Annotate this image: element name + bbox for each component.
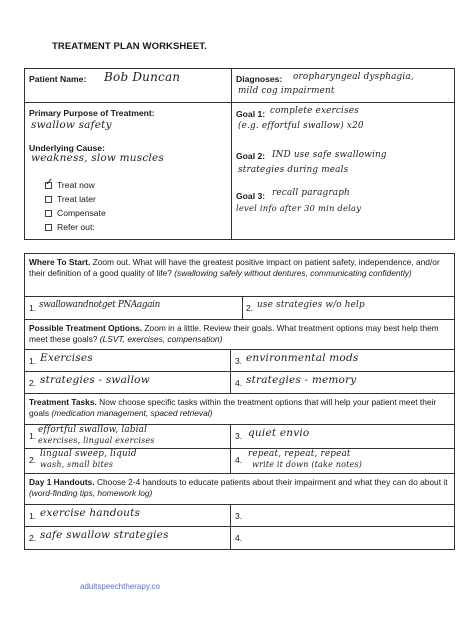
top-box-divider bbox=[231, 68, 232, 240]
option-cell-1: Exercises bbox=[40, 352, 93, 364]
possible-options-text bbox=[29, 323, 449, 345]
where-answer-2-num: 2. bbox=[246, 303, 254, 313]
option-cell-4: strategies - memory bbox=[246, 374, 357, 386]
col-line bbox=[230, 504, 231, 550]
task-cell-1-line-1: effortful swallow, labial bbox=[38, 425, 148, 435]
tasks-example: (medication management, spaced retrieval) bbox=[51, 407, 213, 418]
row-line bbox=[24, 526, 455, 527]
checkmark-icon: ✓ bbox=[45, 177, 54, 188]
possible-options-example: (LSVT, exercises, compensation) bbox=[99, 333, 223, 344]
diagnoses-label: Diagnoses: bbox=[236, 74, 283, 84]
task-cell-3-num: 3. bbox=[235, 431, 243, 441]
patient-name-value: Bob Duncan bbox=[104, 70, 181, 84]
possible-options-prompt: Zoom in a little. Review their goals. What treatment options may best help them meet these goals? bbox=[29, 323, 439, 344]
treat-now-checkbox[interactable] bbox=[45, 177, 54, 189]
tasks-text bbox=[29, 397, 449, 419]
where-to-start-label: Where To Start. bbox=[29, 257, 91, 267]
top-box-row-divider bbox=[24, 102, 455, 103]
goal-3-label: Goal 3: bbox=[236, 191, 266, 201]
treat-now-label: Treat now bbox=[57, 180, 95, 190]
patient-name-label: Patient Name: bbox=[29, 74, 87, 84]
treat-later-label: Treat later bbox=[57, 194, 96, 204]
where-to-start-text bbox=[29, 257, 449, 279]
task-cell-4-line-2: write it down (take notes) bbox=[252, 460, 363, 469]
primary-purpose-value: swallow safety bbox=[31, 119, 112, 131]
handouts-label: Day 1 Handouts. bbox=[29, 477, 95, 487]
goal-1-label: Goal 1: bbox=[236, 109, 266, 119]
task-cell-3-line-1: quiet envio bbox=[248, 427, 310, 439]
handout-cell-2-num: 2. bbox=[29, 533, 37, 543]
footer-link[interactable]: adultspeechtherapy.co bbox=[80, 582, 160, 591]
where-to-start-example: (swallowing safely without dentures, communicating confidently) bbox=[174, 267, 412, 278]
handout-cell-1-num: 1. bbox=[29, 511, 37, 521]
goal-1-line-2: (e.g. effortful swallow) x20 bbox=[238, 121, 364, 131]
handout-cell-3-num: 3. bbox=[235, 511, 243, 521]
task-cell-4-num: 4. bbox=[235, 455, 243, 465]
handouts-example: (word-finding tips, homework log) bbox=[29, 487, 153, 498]
refer-out-label: Refer out: bbox=[57, 222, 95, 232]
option-cell-3-num: 3. bbox=[235, 356, 243, 366]
goal-1-line-1: complete exercises bbox=[270, 106, 359, 116]
goal-3-line-1: recall paragraph bbox=[272, 188, 350, 198]
where-to-start-prompt: Zoom out. What will have the greatest positive impact on patient safety, independence, and/or their definition of a good quality of life? bbox=[29, 257, 440, 278]
option-cell-1-num: 1. bbox=[29, 356, 37, 366]
option-cell-2-num: 2. bbox=[29, 378, 37, 388]
compensate-label: Compensate bbox=[57, 208, 106, 218]
task-cell-4-line-1: repeat, repeat, repeat bbox=[248, 449, 351, 459]
option-cell-3: environmental mods bbox=[246, 352, 359, 364]
goal-2-line-1: IND use safe swallowing bbox=[272, 150, 387, 160]
underlying-cause-label: Underlying Cause: bbox=[29, 143, 105, 153]
row-line bbox=[24, 393, 455, 394]
task-cell-2-line-1: lingual sweep, liquid bbox=[40, 449, 137, 459]
underlying-cause-value: weakness, slow muscles bbox=[31, 152, 164, 164]
task-cell-1-num: 1. bbox=[29, 431, 37, 441]
where-answer-1: swallowandnotget PNAagain bbox=[39, 300, 161, 310]
task-cell-1-line-2: exercises, lingual exercises bbox=[38, 436, 155, 445]
handouts-text bbox=[29, 477, 449, 499]
handout-cell-2: safe swallow strategies bbox=[40, 529, 169, 541]
col-line bbox=[242, 296, 243, 319]
possible-options-label: Possible Treatment Options. bbox=[29, 323, 143, 333]
row-line bbox=[24, 296, 455, 297]
where-answer-2: use strategies w/o help bbox=[257, 300, 365, 310]
col-line bbox=[230, 349, 231, 393]
treat-later-checkbox[interactable] bbox=[45, 196, 52, 203]
worksheet-title: TREATMENT PLAN WORKSHEET. bbox=[52, 41, 207, 52]
compensate-checkbox[interactable] bbox=[45, 210, 52, 217]
handout-cell-4-num: 4. bbox=[235, 533, 243, 543]
row-line bbox=[24, 371, 455, 372]
where-answer-1-num: 1. bbox=[29, 303, 37, 313]
row-line bbox=[24, 349, 455, 350]
goal-2-line-2: strategies during meals bbox=[238, 165, 349, 175]
goal-3-line-2: level info after 30 min delay bbox=[236, 203, 362, 213]
primary-purpose-label: Primary Purpose of Treatment: bbox=[29, 108, 155, 118]
row-line bbox=[24, 504, 455, 505]
row-line bbox=[24, 473, 455, 474]
tasks-label: Treatment Tasks. bbox=[29, 397, 97, 407]
tasks-prompt: Now choose specific tasks within the treatment options that will help your patient meet their goals bbox=[29, 397, 437, 418]
option-cell-4-num: 4. bbox=[235, 378, 243, 388]
row-line bbox=[24, 319, 455, 320]
option-cell-2: strategies - swallow bbox=[40, 374, 150, 386]
task-cell-2-line-2: wash, small bites bbox=[40, 460, 114, 469]
diagnoses-line-1: oropharyngeal dysphagia, bbox=[293, 72, 414, 82]
diagnoses-line-2: mild cog impairment bbox=[238, 86, 335, 96]
handouts-prompt: Choose 2-4 handouts to educate patients about their impairment and what they can do about it bbox=[96, 477, 448, 487]
task-cell-2-num: 2. bbox=[29, 455, 37, 465]
handout-cell-1: exercise handouts bbox=[40, 507, 141, 519]
goal-2-label: Goal 2: bbox=[236, 151, 266, 161]
refer-out-checkbox[interactable] bbox=[45, 224, 52, 231]
col-line bbox=[230, 424, 231, 473]
